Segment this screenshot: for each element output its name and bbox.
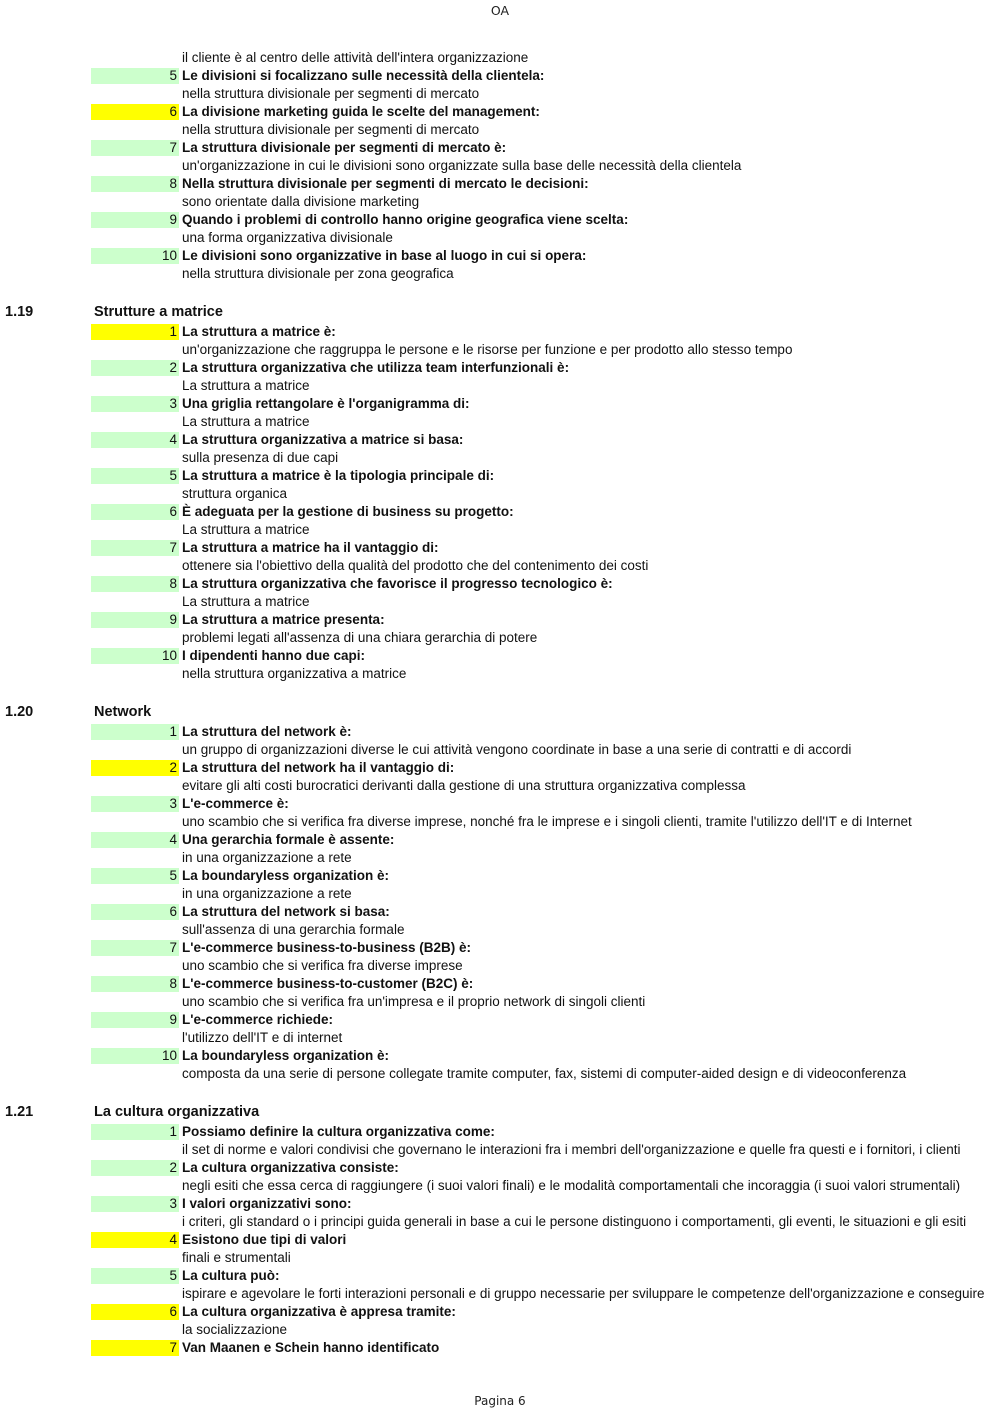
question-number: 7 <box>169 140 177 155</box>
question-row <box>0 611 1000 629</box>
question-row <box>0 1267 1000 1285</box>
question-text: Nella struttura divisionale per segmenti di mercato le decisioni: <box>182 176 589 191</box>
question-text: L'e-commerce è: <box>182 796 289 811</box>
question-number: 8 <box>169 176 177 191</box>
question-number: 4 <box>169 832 177 847</box>
question-row <box>0 1047 1000 1065</box>
question-row <box>0 139 1000 157</box>
answer-text: evitare gli alti costi burocratici derivanti dalla gestione di una struttura organizzativa complessa <box>182 778 746 793</box>
question-text: La struttura organizzativa che utilizza team interfunzionali è: <box>182 360 570 375</box>
question-number: 9 <box>169 212 177 227</box>
question-list <box>0 49 1000 1357</box>
question-number: 6 <box>169 904 177 919</box>
question-text: È adeguata per la gestione di business su progetto: <box>182 504 514 519</box>
question-text: La struttura divisionale per segmenti di mercato è: <box>182 140 507 155</box>
answer-text: nella struttura divisionale per segmenti di mercato <box>182 122 480 137</box>
page-footer: Pagina 6 <box>474 1394 526 1408</box>
question-number: 3 <box>169 796 177 811</box>
answer-text: sulla presenza di due capi <box>182 450 339 465</box>
question-text: I valori organizzativi sono: <box>182 1196 352 1211</box>
question-number: 5 <box>169 68 177 83</box>
section-heading <box>0 1101 1000 1123</box>
section-heading <box>0 301 1000 323</box>
question-text: L'e-commerce business-to-customer (B2C) è: <box>182 976 474 991</box>
question-text: La cultura può: <box>182 1268 280 1283</box>
question-number: 5 <box>169 1268 177 1283</box>
question-number: 3 <box>169 1196 177 1211</box>
question-text: La boundaryless organization è: <box>182 868 390 883</box>
question-row <box>0 395 1000 413</box>
question-number: 6 <box>169 1304 177 1319</box>
question-row <box>0 575 1000 593</box>
answer-text: un'organizzazione che raggruppa le persone e le risorse per funzione e per prodotto allo stesso tempo <box>182 342 793 357</box>
question-row <box>0 175 1000 193</box>
question-row <box>0 103 1000 121</box>
question-row <box>0 247 1000 265</box>
question-number: 2 <box>169 760 177 775</box>
question-row <box>0 867 1000 885</box>
answer-text: il set di norme e valori condivisi che governano le interazioni fra i membri dell'organizzazione e quelle fra questi e i fornitori, i clienti <box>182 1142 961 1157</box>
question-number: 10 <box>161 1048 177 1063</box>
question-text: La struttura a matrice ha il vantaggio di: <box>182 540 439 555</box>
question-number: 8 <box>169 976 177 991</box>
question-row <box>0 1339 1000 1357</box>
question-text: La struttura organizzativa a matrice si basa: <box>182 432 464 447</box>
question-number: 1 <box>169 1124 177 1139</box>
question-row <box>0 795 1000 813</box>
question-row <box>0 1123 1000 1141</box>
question-text: La struttura del network ha il vantaggio di: <box>182 760 455 775</box>
answer-text: struttura organica <box>182 486 288 501</box>
question-row <box>0 211 1000 229</box>
question-number: 8 <box>169 576 177 591</box>
answer-text: nella struttura divisionale per segmenti di mercato <box>182 86 480 101</box>
section-title: Strutture a matrice <box>94 304 223 320</box>
question-number: 7 <box>169 940 177 955</box>
answer-text: il cliente è al centro delle attività dell'intera organizzazione <box>182 50 529 65</box>
question-number: 7 <box>169 540 177 555</box>
question-number: 4 <box>169 432 177 447</box>
answer-text: composta da una serie di persone collegate tramite computer, fax, sistemi di computer-aided design e di videoconferenza <box>182 1066 907 1081</box>
section-heading <box>0 701 1000 723</box>
question-text: Quando i problemi di controllo hanno origine geografica viene scelta: <box>182 212 629 227</box>
question-row <box>0 939 1000 957</box>
answer-text: finali e strumentali <box>182 1250 291 1265</box>
question-number: 2 <box>169 1160 177 1175</box>
answer-text: uno scambio che si verifica fra diverse imprese <box>182 958 463 973</box>
question-number: 7 <box>169 1340 177 1355</box>
question-text: La boundaryless organization è: <box>182 1048 390 1063</box>
answer-text: nella struttura divisionale per zona geografica <box>182 266 454 281</box>
question-text: L'e-commerce business-to-business (B2B) è: <box>182 940 472 955</box>
question-text: La struttura a matrice è: <box>182 324 336 339</box>
question-row <box>0 431 1000 449</box>
question-text: La struttura del network è: <box>182 724 352 739</box>
answer-text: ispirare e agevolare le forti interazioni personali e di gruppo necessarie per sviluppare le competenze dell'organizzazione e conseguire <box>182 1286 985 1301</box>
answer-text: ottenere sia l'obiettivo della qualità del prodotto che del contenimento dei costi <box>182 558 649 573</box>
question-text: La struttura a matrice presenta: <box>182 612 385 627</box>
question-text: Van Maanen e Schein hanno identificato <box>182 1340 440 1355</box>
question-row <box>0 323 1000 341</box>
question-row <box>0 1011 1000 1029</box>
question-row <box>0 67 1000 85</box>
question-text: I dipendenti hanno due capi: <box>182 648 366 663</box>
question-number: 10 <box>161 248 177 263</box>
question-row <box>0 975 1000 993</box>
answer-text: La struttura a matrice <box>182 594 310 609</box>
section-number: 1.20 <box>5 704 34 720</box>
question-row <box>0 1231 1000 1249</box>
question-row <box>0 647 1000 665</box>
question-row <box>0 723 1000 741</box>
answer-text: La struttura a matrice <box>182 414 310 429</box>
answer-text: negli esiti che essa cerca di raggiungere (i suoi valori finali) e le modalità comportamentali che incoraggia (i suoi valori strumentali) <box>182 1178 961 1193</box>
spacer <box>0 283 1000 301</box>
question-text: Le divisioni sono organizzative in base al luogo in cui si opera: <box>182 248 587 263</box>
answer-text: sono orientate dalla divisione marketing <box>182 194 420 209</box>
question-number: 5 <box>169 468 177 483</box>
question-text: La struttura del network si basa: <box>182 904 390 919</box>
question-row <box>0 1303 1000 1321</box>
answer-text: nella struttura organizzativa a matrice <box>182 666 407 681</box>
answer-text: i criteri, gli standard o i principi guida generali in base a cui le persone distinguono i comportamenti, gli eventi, le situazioni e gli esiti <box>182 1214 967 1229</box>
answer-text: in una organizzazione a rete <box>182 886 352 901</box>
answer-text: La struttura a matrice <box>182 378 310 393</box>
answer-text: un gruppo di organizzazioni diverse le cui attività vengono coordinate in base a una serie di contratti e di accordi <box>182 742 852 757</box>
question-text: Le divisioni si focalizzano sulle necessità della clientela: <box>182 68 545 83</box>
question-row <box>0 1159 1000 1177</box>
answer-text: la socializzazione <box>182 1322 288 1337</box>
answer-text: una forma organizzativa divisionale <box>182 230 393 245</box>
question-text: Una griglia rettangolare è l'organigramma di: <box>182 396 470 411</box>
answer-text: l'utilizzo dell'IT e di internet <box>182 1030 343 1045</box>
question-row <box>0 759 1000 777</box>
section-title: La cultura organizzativa <box>94 1104 260 1120</box>
question-text: L'e-commerce richiede: <box>182 1012 334 1027</box>
section-number: 1.21 <box>5 1104 34 1120</box>
question-number: 10 <box>161 648 177 663</box>
answer-text: uno scambio che si verifica fra un'impresa e il proprio network di singoli clienti <box>182 994 646 1009</box>
question-text: La struttura a matrice è la tipologia principale di: <box>182 468 495 483</box>
question-row <box>0 831 1000 849</box>
question-text: Esistono due tipi di valori <box>182 1232 347 1247</box>
question-number: 9 <box>169 1012 177 1027</box>
answer-text: La struttura a matrice <box>182 522 310 537</box>
answer-text: un'organizzazione in cui le divisioni sono organizzate sulla base delle necessità della clientela <box>182 158 742 173</box>
page-header: OA <box>490 3 510 18</box>
question-number: 1 <box>169 324 177 339</box>
question-number: 3 <box>169 396 177 411</box>
question-row <box>0 1195 1000 1213</box>
question-text: La struttura organizzativa che favorisce il progresso tecnologico è: <box>182 576 613 591</box>
answer-text: uno scambio che si verifica fra diverse imprese, nonché fra le imprese e i singoli clienti, tramite l'utilizzo dell'IT e di Internet <box>182 814 912 829</box>
question-number: 9 <box>169 612 177 627</box>
question-text: La cultura organizzativa consiste: <box>182 1160 399 1175</box>
question-number: 6 <box>169 104 177 119</box>
question-row <box>0 359 1000 377</box>
question-text: La cultura organizzativa è appresa tramite: <box>182 1304 456 1319</box>
section-title: Network <box>94 704 152 720</box>
question-row <box>0 903 1000 921</box>
answer-text: in una organizzazione a rete <box>182 850 352 865</box>
answer-text: sull'assenza di una gerarchia formale <box>182 922 405 937</box>
question-number: 1 <box>169 724 177 739</box>
question-row <box>0 539 1000 557</box>
question-number: 6 <box>169 504 177 519</box>
question-text: La divisione marketing guida le scelte del management: <box>182 104 540 119</box>
spacer <box>0 1083 1000 1101</box>
question-number: 5 <box>169 868 177 883</box>
question-text: Possiamo definire la cultura organizzativa come: <box>182 1124 495 1139</box>
question-row <box>0 503 1000 521</box>
question-number: 4 <box>169 1232 177 1247</box>
question-number: 2 <box>169 360 177 375</box>
section-number: 1.19 <box>5 304 34 320</box>
answer-text: problemi legati all'assenza di una chiara gerarchia di potere <box>182 630 538 645</box>
question-row <box>0 467 1000 485</box>
spacer <box>0 683 1000 701</box>
question-text: Una gerarchia formale è assente: <box>182 832 395 847</box>
